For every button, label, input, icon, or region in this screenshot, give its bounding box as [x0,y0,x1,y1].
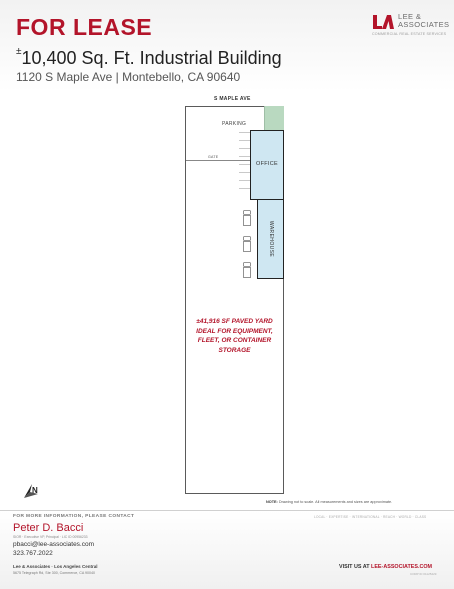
parking-stall-line [239,164,250,165]
website-link[interactable]: VISIT US AT LEE-ASSOCIATES.COM [339,564,433,570]
parking-stall-line [239,172,250,173]
parking-stall-line [239,140,250,141]
services-tagline: LOCAL · EXPERTISE · INTERNATIONAL · REACH · WORLD · CLASS [314,515,427,519]
north-arrow [22,482,40,505]
agent-name: Peter D. Bacci [13,522,84,534]
office-name: Lee & Associates · Los Angeles Central [13,564,98,569]
truck-icon [243,236,251,252]
logo-wordmark: LEE & ASSOCIATES [398,12,450,29]
parking-stall-line [239,132,250,133]
logo-tagline: COMMERCIAL REAL ESTATE SERVICES [372,32,447,36]
parking-stall-line [239,156,250,157]
office-label: OFFICE [256,161,278,167]
page-title: ±10,400 Sq. Ft. Industrial Building [16,46,282,68]
parking-area [264,106,284,130]
property-address: 1120 S Maple Ave | Montebello, CA 90640 [16,70,241,84]
gate-line [186,160,250,161]
parking-label: PARKING [222,121,247,127]
disclaimer-note: NOTE: Drawing not to scale. All measurements and sizes are approximate. [266,500,393,504]
parking-stall-line [239,180,250,181]
for-lease-heading: FOR LEASE [16,14,153,40]
license-number: CORP ID 01125429 [410,572,437,576]
truck-icon [243,210,251,226]
parking-stall-line [239,188,250,189]
contact-heading: FOR MORE INFORMATION, PLEASE CONTACT [13,514,135,519]
yard-description: ±41,916 SF PAVED YARD IDEAL FOR EQUIPMENT, FLEET, OR CONTAINER STORAGE [196,318,273,354]
agent-phone[interactable]: 323.767.2022 [13,550,53,557]
office-address: 5675 Telegraph Rd, Ste 300, Commerce, CA 90040 [13,571,96,575]
truck-icon [243,262,251,278]
lee-associates-logo-icon [372,14,394,30]
agent-email-link[interactable]: pbacci@lee-associates.com [13,541,95,548]
gate-label: GATE [208,155,219,159]
warehouse-label: WAREHOUSE [268,220,274,258]
north-label: N [32,486,38,495]
street-label: S MAPLE AVE [214,96,251,102]
agent-title: SIOR · Executive VP, Principal · LIC ID 00956233 [13,535,88,539]
plus-minus-sign: ± [16,46,22,57]
parking-stall-line [239,148,250,149]
